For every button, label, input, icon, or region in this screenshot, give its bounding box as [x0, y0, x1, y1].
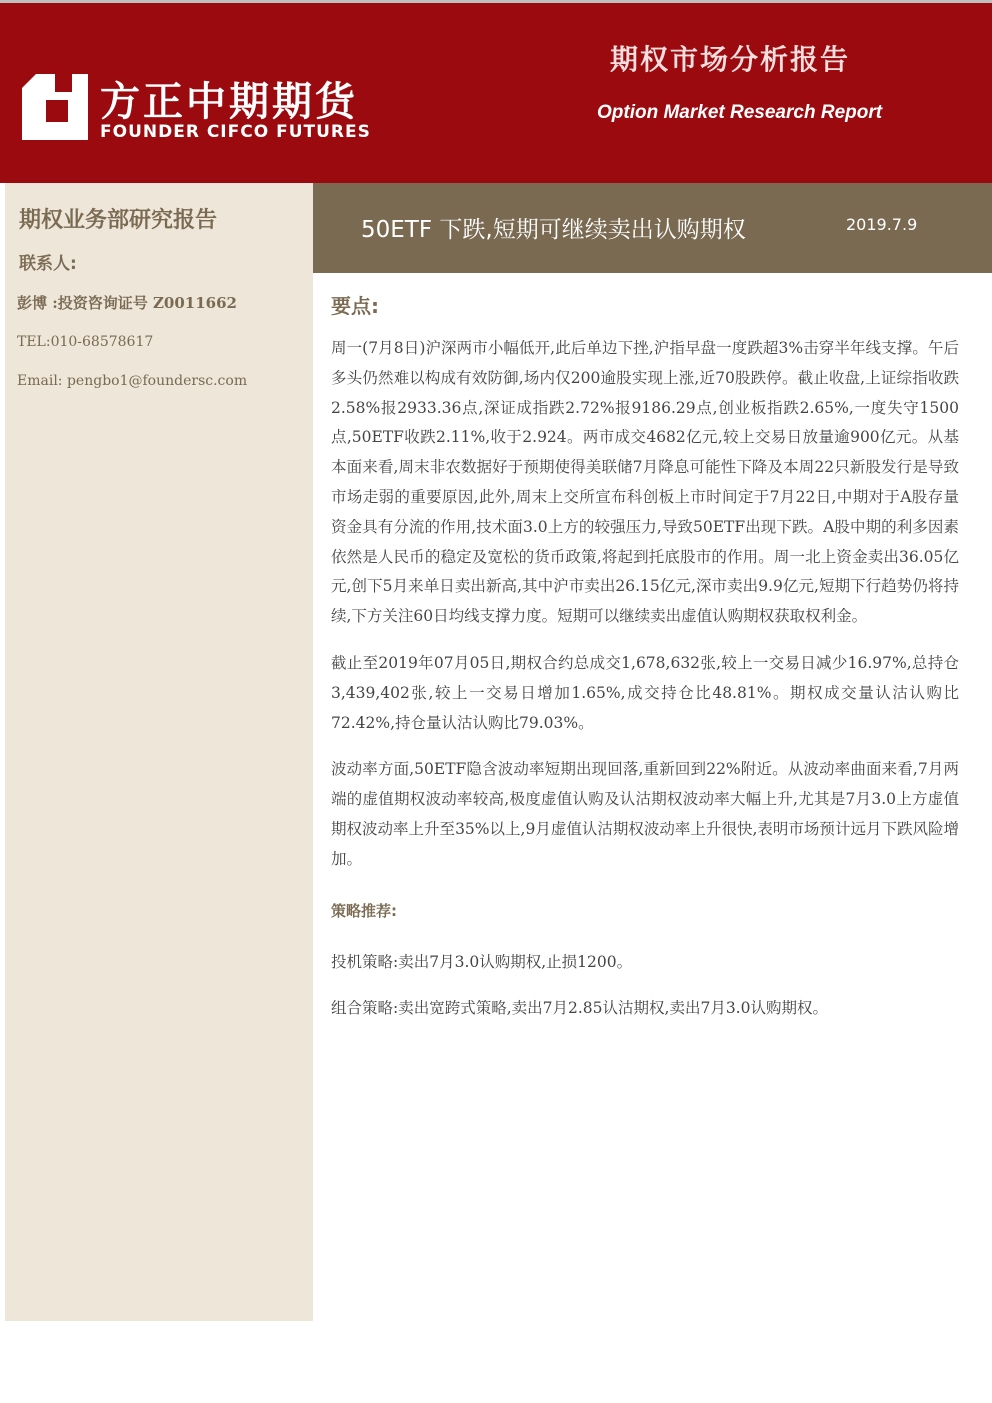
combination-strategy: 组合策略:卖出宽跨式策略,卖出7月2.85认沽期权,卖出7月3.0认购期权。 — [331, 999, 828, 1018]
market-summary-paragraph: 周一(7月8日)沪深两市小幅低开,此后单边下挫,沪指早盘一度跌超3%击穿半年线支撑。午后多头仍然难以构成有效防御,场内仅200逾股实现上涨,近70股跌停。截止收盘,上证综指收跌2.58%报2933.36点,深证成指跌2.72%报9186.29点,创业板指跌2.65%,一度失守1500点,50ETF收跌2.11%,收于2.924。两市成交4682亿元,较上交易日放量逾900亿元。从基本面来看,周末非农数据好于预期使得美联储7月降息可能性下降及本周22只新股发行是导致市场走弱的重要原因,此外,周末上交所宣布科创板上市时间定于7月22日,中期对于A股存量资金具有分流的作用,技术面3.0上方的较强压力,导致50ETF出现下跌。A股中期的利多因素依然是人民币的稳定及宽松的货币政策,将起到托底股市的作用。周一北上资金卖出36.05亿元,创下5月来单日卖出新高,其中沪市卖出26.15亿元,深市卖出9.9亿元,短期下行趋势仍将持续,下方关注60日均线支撑力度。短期可以继续卖出虚值认购期权获取权利金。 — [331, 339, 959, 626]
header-band — [0, 0, 992, 183]
report-date: 2019.7.9 — [846, 215, 918, 234]
company-logo-icon — [22, 74, 88, 140]
report-type-cn: 期权市场分析报告 — [610, 43, 851, 76]
sidebar — [5, 183, 313, 1321]
analyst-tel: TEL:010-68578617 — [17, 334, 154, 350]
report-type-en: Option Market Research Report — [597, 102, 883, 123]
title-bar — [313, 183, 992, 273]
sidebar-title: 期权业务部研究报告 — [19, 208, 218, 233]
volatility-paragraph: 波动率方面,50ETF隐含波动率短期出现回落,重新回到22%附近。从波动率曲面来看,7月两端的虚值期权波动率较高,极度虚值认购及认沽期权波动率大幅上升,尤其是7月3.0上方虚值期权波动率上升至35%以上,9月虚值认沽期权波动率上升很快,表明市场预计远月下跌风险增加。 — [331, 760, 959, 868]
analyst-email[interactable]: Email: pengbo1@foundersc.com — [17, 373, 248, 389]
report-headline: 50ETF 下跌,短期可继续卖出认购期权 — [361, 217, 746, 243]
report-body — [331, 288, 959, 1024]
key-points-heading: 要点: — [331, 294, 379, 318]
strategy-heading: 策略推荐: — [331, 901, 397, 920]
contact-label: 联系人: — [19, 254, 77, 274]
company-name-en: FOUNDER CIFCO FUTURES — [100, 122, 371, 142]
company-name-cn: 方正中期期货 — [100, 79, 358, 125]
speculative-strategy: 投机策略:卖出7月3.0认购期权,止损1200。 — [331, 953, 633, 972]
options-volume-paragraph: 截止至2019年07月05日,期权合约总成交1,678,632张,较上一交易日减少16.97%,总持仓3,439,402张,较上一交易日增加1.65%,成交持仓比48.81%。期权成交量认沽认购比72.42%,持仓量认沽认购比79.03%。 — [331, 653, 959, 732]
analyst-name: 彭博 :投资咨询证号 Z0011662 — [17, 294, 237, 312]
